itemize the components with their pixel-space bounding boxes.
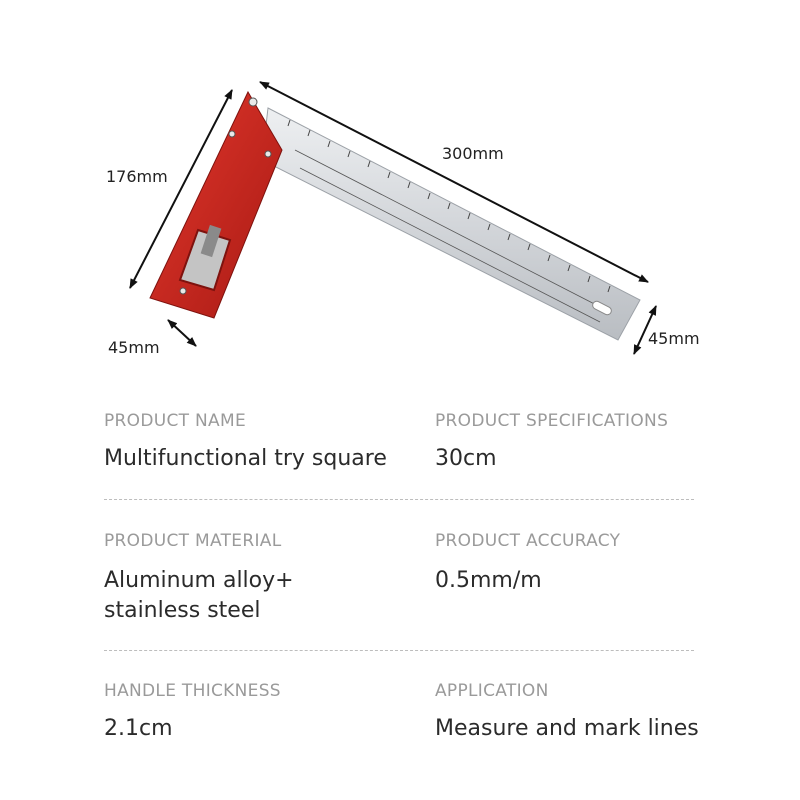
handle-length-dimension-label: 176mm: [106, 167, 168, 186]
spec-label-handle-thickness: HANDLE THICKNESS: [104, 681, 281, 701]
spec-label-specifications: PRODUCT SPECIFICATIONS: [435, 411, 669, 431]
spec-value-specifications: 30cm: [435, 446, 497, 471]
spec-label-product-name: PRODUCT NAME: [104, 411, 246, 431]
length-dimension-label: 300mm: [442, 144, 504, 163]
spec-value-handle-thickness: 2.1cm: [104, 716, 173, 741]
spec-label-application: APPLICATION: [435, 681, 549, 701]
blade-width-dimension-label: 45mm: [648, 329, 700, 348]
spec-value-application: Measure and mark lines: [435, 716, 699, 741]
spec-label-material: PRODUCT MATERIAL: [104, 531, 282, 551]
divider: [104, 499, 694, 500]
aluminum-handle: [150, 92, 282, 318]
steel-blade: [262, 108, 640, 340]
spec-value-accuracy: 0.5mm/m: [435, 568, 542, 593]
spec-value-material: Aluminum alloy+ stainless steel: [104, 568, 294, 623]
handle-width-dimension-label: 45mm: [108, 338, 160, 357]
try-square-image: [0, 0, 800, 380]
spec-label-accuracy: PRODUCT ACCURACY: [435, 531, 621, 551]
spec-value-product-name: Multifunctional try square: [104, 446, 387, 471]
divider: [104, 650, 694, 651]
